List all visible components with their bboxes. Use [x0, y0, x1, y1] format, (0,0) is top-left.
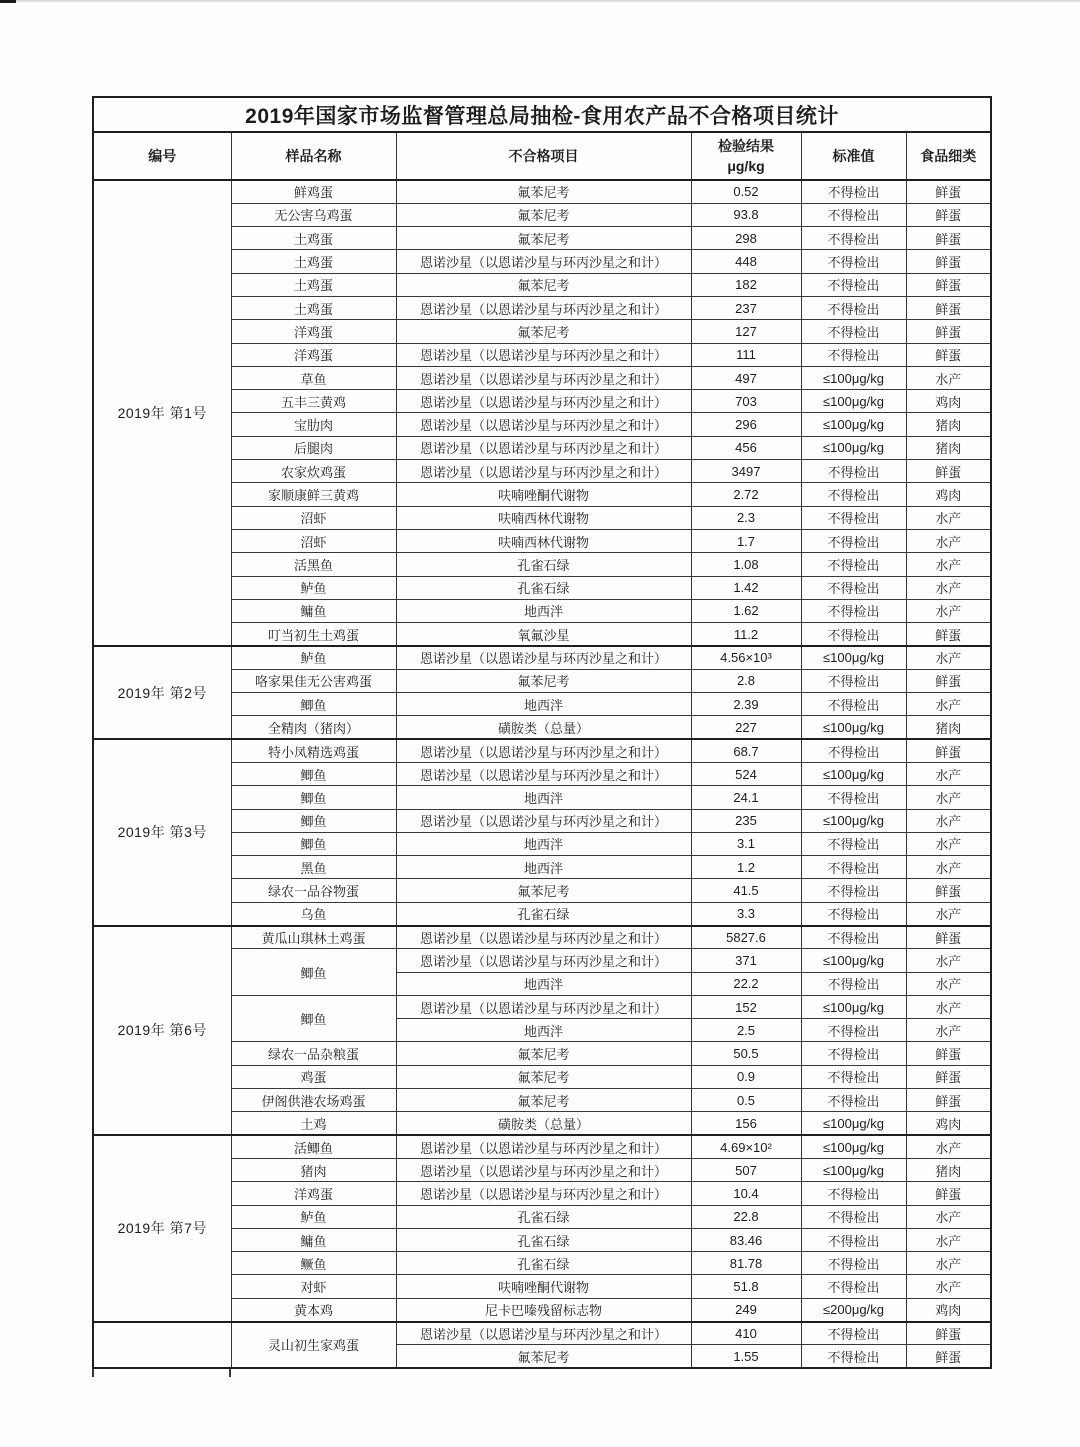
standard-value-cell: ≤100μg/kg [801, 949, 906, 972]
food-category-cell: 鲜蛋 [906, 203, 991, 226]
standard-value-cell: ≤100μg/kg [801, 762, 906, 785]
failed-item-cell: 恩诺沙星（以恩诺沙星与环丙沙星之和计） [396, 646, 691, 669]
standard-value-cell: 不得检出 [801, 343, 906, 366]
failed-item-cell: 恩诺沙星（以恩诺沙星与环丙沙星之和计） [396, 739, 691, 762]
standard-value-cell: ≤100μg/kg [801, 716, 906, 739]
standard-value-cell: 不得检出 [801, 926, 906, 949]
failed-item-cell: 地西泮 [396, 972, 691, 995]
sample-name-cell: 鲫鱼 [231, 949, 396, 996]
test-result-cell: 296 [691, 413, 801, 436]
standard-value-cell: 不得检出 [801, 296, 906, 319]
failed-item-cell: 磺胺类（总量） [396, 716, 691, 739]
batch-id-cell: 2019年 第7号 [93, 1135, 231, 1321]
test-result-cell: 249 [691, 1298, 801, 1321]
col-header-sample-name: 样品名称 [231, 132, 396, 180]
sample-name-cell: 咯家果佳无公害鸡蛋 [231, 669, 396, 692]
standard-value-cell: ≤100μg/kg [801, 1158, 906, 1181]
sample-name-cell: 沼虾 [231, 529, 396, 552]
test-result-cell: 497 [691, 366, 801, 389]
failed-item-cell: 呋喃西林代谢物 [396, 529, 691, 552]
standard-value-cell: 不得检出 [801, 1275, 906, 1298]
sample-name-cell: 五丰三黄鸡 [231, 390, 396, 413]
sample-name-cell: 黄本鸡 [231, 1298, 396, 1321]
test-result-cell: 22.8 [691, 1205, 801, 1228]
standard-value-cell: ≤100μg/kg [801, 1112, 906, 1135]
standard-value-cell: 不得检出 [801, 483, 906, 506]
food-category-cell: 鲜蛋 [906, 669, 991, 692]
sample-name-cell: 洋鸡蛋 [231, 1182, 396, 1205]
test-result-cell: 1.42 [691, 576, 801, 599]
failed-item-cell: 尼卡巴嗪残留标志物 [396, 1298, 691, 1321]
scan-artifact [0, 0, 16, 3]
failed-item-cell: 地西泮 [396, 693, 691, 716]
standard-value-cell: 不得检出 [801, 273, 906, 296]
sample-name-cell: 全精肉（猪肉） [231, 716, 396, 739]
table-body [93, 180, 991, 1368]
test-result-cell: 22.2 [691, 972, 801, 995]
test-result-cell: 24.1 [691, 786, 801, 809]
test-result-cell: 2.72 [691, 483, 801, 506]
test-result-cell: 703 [691, 390, 801, 413]
test-result-cell: 507 [691, 1158, 801, 1181]
sample-name-cell: 土鸡蛋 [231, 296, 396, 319]
failed-item-cell: 恩诺沙星（以恩诺沙星与环丙沙星之和计） [396, 1135, 691, 1158]
sample-name-cell: 后腿肉 [231, 436, 396, 459]
food-category-cell: 水产 [906, 693, 991, 716]
failed-item-cell: 孔雀石绿 [396, 1228, 691, 1251]
inspection-results-table [92, 96, 992, 1369]
table-wrapper [92, 96, 990, 1369]
food-category-cell: 水产 [906, 529, 991, 552]
sample-name-cell: 猪肉 [231, 1158, 396, 1181]
sample-name-cell: 鲈鱼 [231, 646, 396, 669]
sample-name-cell: 家顺康鲜三黄鸡 [231, 483, 396, 506]
col-header-failed-item: 不合格项目 [396, 132, 691, 180]
failed-item-cell: 地西泮 [396, 856, 691, 879]
sample-name-cell: 土鸡蛋 [231, 273, 396, 296]
standard-value-cell: ≤100μg/kg [801, 1135, 906, 1158]
failed-item-cell: 孔雀石绿 [396, 553, 691, 576]
test-result-cell: 235 [691, 809, 801, 832]
failed-item-cell: 恩诺沙星（以恩诺沙星与环丙沙星之和计） [396, 1182, 691, 1205]
standard-value-cell: 不得检出 [801, 1182, 906, 1205]
failed-item-cell: 恩诺沙星（以恩诺沙星与环丙沙星之和计） [396, 809, 691, 832]
failed-item-cell: 氟苯尼考 [396, 227, 691, 250]
failed-item-cell: 氟苯尼考 [396, 180, 691, 203]
sample-name-cell: 伊阁供港农场鸡蛋 [231, 1089, 396, 1112]
food-category-cell: 鲜蛋 [906, 1089, 991, 1112]
test-result-cell: 456 [691, 436, 801, 459]
test-result-cell: 5827.6 [691, 926, 801, 949]
standard-value-cell: 不得检出 [801, 902, 906, 925]
failed-item-cell: 氟苯尼考 [396, 669, 691, 692]
test-result-cell: 68.7 [691, 739, 801, 762]
test-result-cell: 41.5 [691, 879, 801, 902]
standard-value-cell: ≤100μg/kg [801, 809, 906, 832]
standard-value-cell: 不得检出 [801, 1205, 906, 1228]
table-row [93, 1135, 991, 1158]
col-header-food-category: 食品细类 [906, 132, 991, 180]
standard-value-cell: ≤100μg/kg [801, 646, 906, 669]
standard-value-cell: 不得检出 [801, 1252, 906, 1275]
test-result-cell: 182 [691, 273, 801, 296]
sample-name-cell: 洋鸡蛋 [231, 320, 396, 343]
food-category-cell: 水产 [906, 599, 991, 622]
cutoff-border-stub-left [92, 1369, 94, 1377]
food-category-cell: 鲜蛋 [906, 180, 991, 203]
test-result-cell: 4.69×10² [691, 1135, 801, 1158]
food-category-cell: 鲜蛋 [906, 320, 991, 343]
food-category-cell: 鲜蛋 [906, 460, 991, 483]
food-category-cell: 鸡肉 [906, 390, 991, 413]
standard-value-cell: 不得检出 [801, 460, 906, 483]
food-category-cell: 鲜蛋 [906, 879, 991, 902]
food-category-cell: 水产 [906, 856, 991, 879]
batch-id-cell: 2019年 第1号 [93, 180, 231, 646]
test-result-cell: 50.5 [691, 1042, 801, 1065]
sample-name-cell: 土鸡蛋 [231, 227, 396, 250]
test-result-cell: 448 [691, 250, 801, 273]
food-category-cell: 鲜蛋 [906, 1182, 991, 1205]
food-category-cell: 鲜蛋 [906, 739, 991, 762]
standard-value-cell: 不得检出 [801, 506, 906, 529]
standard-value-cell: 不得检出 [801, 856, 906, 879]
sample-name-cell: 鲫鱼 [231, 786, 396, 809]
batch-id-cell [93, 1322, 231, 1369]
failed-item-cell: 恩诺沙星（以恩诺沙星与环丙沙星之和计） [396, 949, 691, 972]
food-category-cell: 水产 [906, 1252, 991, 1275]
failed-item-cell: 氟苯尼考 [396, 273, 691, 296]
failed-item-cell: 孔雀石绿 [396, 576, 691, 599]
sample-name-cell: 鲫鱼 [231, 995, 396, 1042]
test-result-cell: 1.62 [691, 599, 801, 622]
failed-item-cell: 地西泮 [396, 832, 691, 855]
food-category-cell: 鲜蛋 [906, 273, 991, 296]
test-result-cell: 298 [691, 227, 801, 250]
food-category-cell: 水产 [906, 995, 991, 1018]
test-result-cell: 51.8 [691, 1275, 801, 1298]
col-header-batch-id: 编号 [93, 132, 231, 180]
standard-value-cell: 不得检出 [801, 227, 906, 250]
failed-item-cell: 孔雀石绿 [396, 902, 691, 925]
food-category-cell: 水产 [906, 1275, 991, 1298]
failed-item-cell: 恩诺沙星（以恩诺沙星与环丙沙星之和计） [396, 250, 691, 273]
failed-item-cell: 恩诺沙星（以恩诺沙星与环丙沙星之和计） [396, 413, 691, 436]
failed-item-cell: 恩诺沙星（以恩诺沙星与环丙沙星之和计） [396, 366, 691, 389]
standard-value-cell: 不得检出 [801, 1228, 906, 1251]
standard-value-cell: 不得检出 [801, 576, 906, 599]
test-result-cell: 3497 [691, 460, 801, 483]
food-category-cell: 猪肉 [906, 1158, 991, 1181]
sample-name-cell: 鳜鱼 [231, 1252, 396, 1275]
food-category-cell: 鲜蛋 [906, 1042, 991, 1065]
standard-value-cell: 不得检出 [801, 320, 906, 343]
test-result-cell: 81.78 [691, 1252, 801, 1275]
test-result-cell: 2.8 [691, 669, 801, 692]
table-row [93, 1322, 991, 1345]
standard-value-cell: 不得检出 [801, 1089, 906, 1112]
batch-id-cell: 2019年 第2号 [93, 646, 231, 739]
test-result-cell: 3.3 [691, 902, 801, 925]
test-result-cell: 93.8 [691, 203, 801, 226]
standard-value-cell: 不得检出 [801, 529, 906, 552]
sample-name-cell: 草鱼 [231, 366, 396, 389]
standard-value-cell: ≤100μg/kg [801, 413, 906, 436]
food-category-cell: 水产 [906, 1205, 991, 1228]
food-category-cell: 水产 [906, 646, 991, 669]
food-category-cell: 鲜蛋 [906, 623, 991, 646]
food-category-cell: 水产 [906, 366, 991, 389]
standard-value-cell: 不得检出 [801, 669, 906, 692]
page-title: 2019年国家市场监督管理总局抽检-食用农产品不合格项目统计 [93, 97, 991, 132]
standard-value-cell: 不得检出 [801, 693, 906, 716]
food-category-cell: 水产 [906, 576, 991, 599]
sample-name-cell: 黑鱼 [231, 856, 396, 879]
standard-value-cell: ≤100μg/kg [801, 436, 906, 459]
standard-value-cell: 不得检出 [801, 623, 906, 646]
failed-item-cell: 氟苯尼考 [396, 1345, 691, 1368]
sample-name-cell: 乌鱼 [231, 902, 396, 925]
food-category-cell: 水产 [906, 553, 991, 576]
failed-item-cell: 恩诺沙星（以恩诺沙星与环丙沙星之和计） [396, 460, 691, 483]
failed-item-cell: 地西泮 [396, 786, 691, 809]
food-category-cell: 鲜蛋 [906, 926, 991, 949]
failed-item-cell: 氟苯尼考 [396, 1065, 691, 1088]
food-category-cell: 鲜蛋 [906, 227, 991, 250]
standard-value-cell: 不得检出 [801, 739, 906, 762]
failed-item-cell: 氟苯尼考 [396, 1042, 691, 1065]
failed-item-cell: 地西泮 [396, 599, 691, 622]
failed-item-cell: 磺胺类（总量） [396, 1112, 691, 1135]
test-result-cell: 0.9 [691, 1065, 801, 1088]
cutoff-border-stub-divider [229, 1369, 231, 1377]
failed-item-cell: 氟苯尼考 [396, 203, 691, 226]
test-result-cell: 1.08 [691, 553, 801, 576]
failed-item-cell: 呋喃唑酮代谢物 [396, 1275, 691, 1298]
sample-name-cell: 鲜鸡蛋 [231, 180, 396, 203]
table-row [93, 926, 991, 949]
failed-item-cell: 恩诺沙星（以恩诺沙星与环丙沙星之和计） [396, 1322, 691, 1345]
food-category-cell: 鲜蛋 [906, 1065, 991, 1088]
sample-name-cell: 鳙鱼 [231, 1228, 396, 1251]
test-result-cell: 237 [691, 296, 801, 319]
sample-name-cell: 洋鸡蛋 [231, 343, 396, 366]
test-result-cell: 152 [691, 995, 801, 1018]
test-result-cell: 156 [691, 1112, 801, 1135]
failed-item-cell: 恩诺沙星（以恩诺沙星与环丙沙星之和计） [396, 390, 691, 413]
standard-value-cell: ≤200μg/kg [801, 1298, 906, 1321]
test-result-cell: 11.2 [691, 623, 801, 646]
food-category-cell: 鲜蛋 [906, 250, 991, 273]
food-category-cell: 鲜蛋 [906, 343, 991, 366]
test-result-cell: 371 [691, 949, 801, 972]
failed-item-cell: 恩诺沙星（以恩诺沙星与环丙沙星之和计） [396, 296, 691, 319]
sample-name-cell: 鲈鱼 [231, 1205, 396, 1228]
food-category-cell: 水产 [906, 972, 991, 995]
failed-item-cell: 氟苯尼考 [396, 879, 691, 902]
food-category-cell: 水产 [906, 949, 991, 972]
test-result-cell: 0.5 [691, 1089, 801, 1112]
food-category-cell: 鲜蛋 [906, 1345, 991, 1368]
standard-value-cell: 不得检出 [801, 250, 906, 273]
test-result-cell: 524 [691, 762, 801, 785]
sample-name-cell: 土鸡 [231, 1112, 396, 1135]
food-category-cell: 水产 [906, 762, 991, 785]
sample-name-cell: 叮当初生土鸡蛋 [231, 623, 396, 646]
test-result-cell: 127 [691, 320, 801, 343]
standard-value-cell: 不得检出 [801, 972, 906, 995]
failed-item-cell: 恩诺沙星（以恩诺沙星与环丙沙星之和计） [396, 995, 691, 1018]
test-result-cell: 410 [691, 1322, 801, 1345]
sample-name-cell: 对虾 [231, 1275, 396, 1298]
standard-value-cell: 不得检出 [801, 1019, 906, 1042]
page-top-edge-shadow [0, 0, 1080, 3]
failed-item-cell: 孔雀石绿 [396, 1252, 691, 1275]
col-header-test-result [691, 132, 801, 180]
col-header-test-result-label: 检验结果 [718, 137, 774, 154]
test-result-cell: 2.5 [691, 1019, 801, 1042]
failed-item-cell: 氟苯尼考 [396, 1089, 691, 1112]
failed-item-cell: 恩诺沙星（以恩诺沙星与环丙沙星之和计） [396, 343, 691, 366]
failed-item-cell: 呋喃唑酮代谢物 [396, 483, 691, 506]
test-result-cell: 1.55 [691, 1345, 801, 1368]
col-header-test-result-unit: μg/kg [727, 158, 765, 174]
food-category-cell: 水产 [906, 786, 991, 809]
sample-name-cell: 宝肋肉 [231, 413, 396, 436]
failed-item-cell: 氟苯尼考 [396, 320, 691, 343]
sample-name-cell: 鸡蛋 [231, 1065, 396, 1088]
failed-item-cell: 孔雀石绿 [396, 1205, 691, 1228]
food-category-cell: 水产 [906, 809, 991, 832]
failed-item-cell: 恩诺沙星（以恩诺沙星与环丙沙星之和计） [396, 1158, 691, 1181]
header-row [93, 132, 991, 180]
standard-value-cell: 不得检出 [801, 553, 906, 576]
failed-item-cell: 氧氟沙星 [396, 623, 691, 646]
sample-name-cell: 土鸡蛋 [231, 250, 396, 273]
food-category-cell: 猪肉 [906, 436, 991, 459]
food-category-cell: 水产 [906, 506, 991, 529]
sample-name-cell: 鲫鱼 [231, 809, 396, 832]
food-category-cell: 水产 [906, 1135, 991, 1158]
food-category-cell: 鲜蛋 [906, 1322, 991, 1345]
sample-name-cell: 鲈鱼 [231, 576, 396, 599]
standard-value-cell: 不得检出 [801, 832, 906, 855]
food-category-cell: 水产 [906, 832, 991, 855]
title-row [93, 97, 991, 132]
sample-name-cell: 活鲫鱼 [231, 1135, 396, 1158]
test-result-cell: 83.46 [691, 1228, 801, 1251]
failed-item-cell: 恩诺沙星（以恩诺沙星与环丙沙星之和计） [396, 762, 691, 785]
test-result-cell: 111 [691, 343, 801, 366]
sample-name-cell: 鳙鱼 [231, 599, 396, 622]
sample-name-cell: 鲫鱼 [231, 832, 396, 855]
sample-name-cell: 鲫鱼 [231, 762, 396, 785]
standard-value-cell: 不得检出 [801, 599, 906, 622]
test-result-cell: 3.1 [691, 832, 801, 855]
test-result-cell: 1.7 [691, 529, 801, 552]
test-result-cell: 4.56×10³ [691, 646, 801, 669]
food-category-cell: 鲜蛋 [906, 296, 991, 319]
sample-name-cell: 沼虾 [231, 506, 396, 529]
standard-value-cell: 不得检出 [801, 180, 906, 203]
sample-name-cell: 特小凤精选鸡蛋 [231, 739, 396, 762]
table-row [93, 180, 991, 203]
table-row [93, 646, 991, 669]
table-row [93, 739, 991, 762]
food-category-cell: 鸡肉 [906, 483, 991, 506]
food-category-cell: 猪肉 [906, 716, 991, 739]
test-result-cell: 10.4 [691, 1182, 801, 1205]
failed-item-cell: 恩诺沙星（以恩诺沙星与环丙沙星之和计） [396, 926, 691, 949]
standard-value-cell: 不得检出 [801, 1065, 906, 1088]
standard-value-cell: 不得检出 [801, 203, 906, 226]
food-category-cell: 猪肉 [906, 413, 991, 436]
standard-value-cell: 不得检出 [801, 879, 906, 902]
batch-id-cell: 2019年 第6号 [93, 926, 231, 1136]
sample-name-cell: 绿农一品杂粮蛋 [231, 1042, 396, 1065]
food-category-cell: 水产 [906, 1019, 991, 1042]
standard-value-cell: 不得检出 [801, 1042, 906, 1065]
food-category-cell: 鸡肉 [906, 1298, 991, 1321]
test-result-cell: 2.3 [691, 506, 801, 529]
food-category-cell: 水产 [906, 902, 991, 925]
failed-item-cell: 呋喃西林代谢物 [396, 506, 691, 529]
sample-name-cell: 黄瓜山琪林土鸡蛋 [231, 926, 396, 949]
test-result-cell: 1.2 [691, 856, 801, 879]
sample-name-cell: 鲫鱼 [231, 693, 396, 716]
sample-name-cell: 活黑鱼 [231, 553, 396, 576]
failed-item-cell: 地西泮 [396, 1019, 691, 1042]
standard-value-cell: ≤100μg/kg [801, 995, 906, 1018]
standard-value-cell: ≤100μg/kg [801, 366, 906, 389]
food-category-cell: 鸡肉 [906, 1112, 991, 1135]
failed-item-cell: 恩诺沙星（以恩诺沙星与环丙沙星之和计） [396, 436, 691, 459]
test-result-cell: 227 [691, 716, 801, 739]
test-result-cell: 0.52 [691, 180, 801, 203]
standard-value-cell: 不得检出 [801, 786, 906, 809]
food-category-cell: 水产 [906, 1228, 991, 1251]
sample-name-cell: 农家炊鸡蛋 [231, 460, 396, 483]
sample-name-cell: 无公害乌鸡蛋 [231, 203, 396, 226]
col-header-standard-value: 标准值 [801, 132, 906, 180]
sample-name-cell: 绿农一品谷物蛋 [231, 879, 396, 902]
sample-name-cell: 灵山初生家鸡蛋 [231, 1322, 396, 1369]
test-result-cell: 2.39 [691, 693, 801, 716]
standard-value-cell: 不得检出 [801, 1345, 906, 1368]
standard-value-cell: ≤100μg/kg [801, 390, 906, 413]
standard-value-cell: 不得检出 [801, 1322, 906, 1345]
batch-id-cell: 2019年 第3号 [93, 739, 231, 925]
